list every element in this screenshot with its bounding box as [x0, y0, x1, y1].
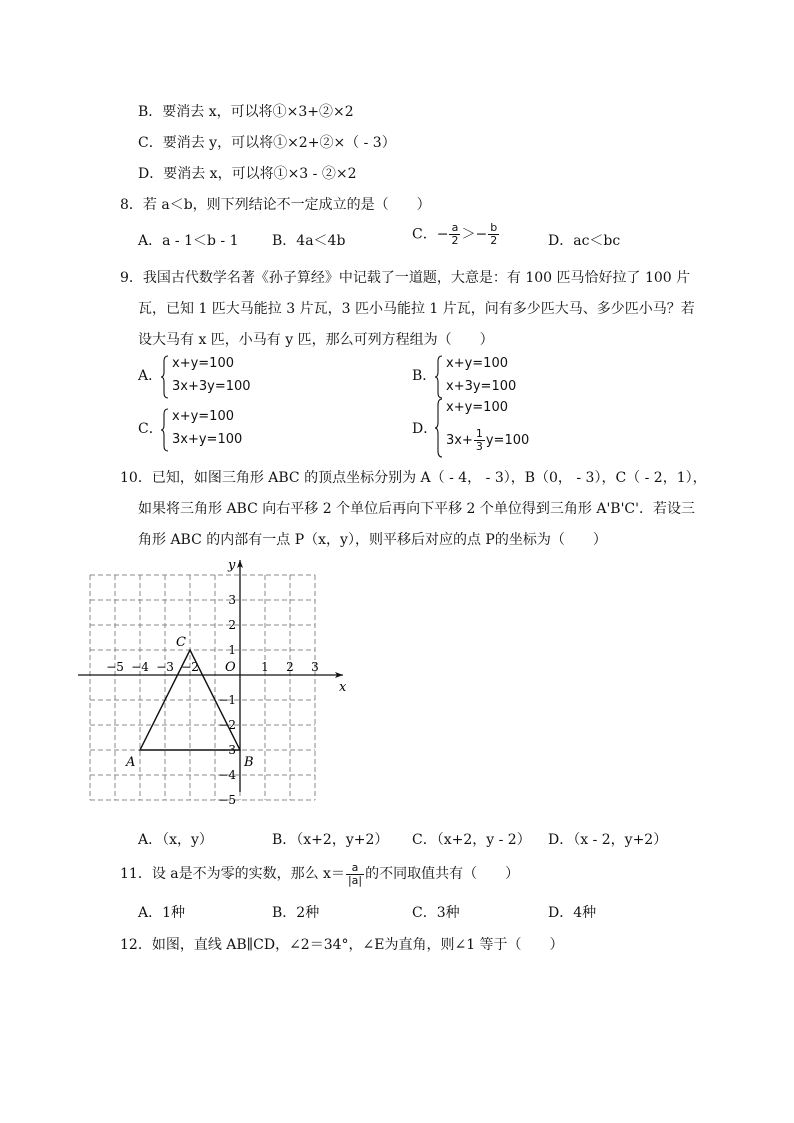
- y-tick-label: 1: [228, 643, 236, 657]
- q10-stem-line3: 角形 ABC 的内部有一点 P（x，y），则平移后对应的点 P的坐标为（ ）: [138, 532, 607, 548]
- q10-stem-line1: 10．已知，如图三角形 ABC 的顶点坐标分别为 A（ - 4， - 3），B（0， - 3），C（ - 2，1），: [120, 470, 707, 486]
- q9-b-eq1: x+y=100: [446, 356, 508, 371]
- q8-option-c-label: C．: [412, 226, 437, 243]
- q7-option-c: C．要消去 y，可以将①×2+②×（ - 3）: [138, 135, 396, 151]
- y-tick-label: −3: [218, 743, 236, 757]
- q9-option-d-label: D．: [412, 421, 438, 437]
- q9-c-eq2: 3x+y=100: [172, 432, 243, 447]
- left-brace-icon: [160, 408, 170, 452]
- q12-stem: 12．如图，直线 AB∥CD，∠2＝34°，∠E为直角，则∠1 等于（ ）: [120, 937, 564, 953]
- q9-option-b-label: B．: [412, 368, 437, 384]
- q10-option-a: A．（x，y）: [138, 832, 213, 848]
- left-brace-icon: [434, 398, 444, 458]
- x-axis-label: x: [339, 680, 347, 695]
- x-tick-label: 1: [261, 660, 269, 674]
- q10-option-d: D．（x - 2，y+2）: [548, 832, 668, 848]
- y-tick-label: −4: [218, 768, 236, 782]
- q9-option-c-label: C．: [138, 421, 163, 437]
- q9-stem-line1: 9．我国古代数学名著《孙子算经》中记载了一道题，大意是：有 100 匹马恰好拉了 100 片: [120, 270, 691, 286]
- y-tick-label: 2: [228, 618, 236, 632]
- q9-option-c-system: [160, 408, 280, 452]
- y-tick-label: −2: [218, 718, 236, 732]
- q9-d-eq2: 3x+ $\frac{1}{3}$ y=100: [446, 427, 530, 453]
- y-tick-label: −5: [218, 793, 236, 807]
- x-tick-label: 2: [286, 660, 294, 674]
- q9-b-eq2: x+3y=100: [446, 379, 517, 394]
- q11-option-c: C．3种: [412, 905, 460, 921]
- x-tick-label: 3: [311, 660, 319, 674]
- axes: [78, 560, 343, 792]
- q10-option-b: B．（x+2，y+2）: [272, 832, 389, 848]
- q9-stem-line2: 瓦，已知 1 匹大马能拉 3 片瓦，3 匹小马能拉 1 片瓦，问有多少匹大马、多少匹小马？若: [138, 301, 695, 317]
- q7-option-b: B．要消去 x，可以将①×3+②×2: [138, 104, 354, 120]
- x-tick-label: −5: [106, 660, 124, 674]
- q9-c-eq1: x+y=100: [172, 409, 234, 424]
- y-tick-label: 3: [228, 593, 236, 607]
- q9-d-frac-one-third: $\frac{1}{3}$: [475, 427, 483, 453]
- q8-frac-a-over-2: $\frac{a}{2}$: [451, 221, 459, 247]
- x-tick-label: −4: [131, 660, 149, 674]
- left-brace-icon: [160, 355, 170, 399]
- origin-label: O: [225, 660, 236, 675]
- q11-option-a: A．1种: [138, 905, 186, 921]
- q9-stem-line3: 设大马有 x 匹，小马有 y 匹，那么可列方程组为（ ）: [138, 332, 494, 348]
- q8-option-b: B．4a＜4b: [272, 233, 346, 249]
- q11-option-b: B．2种: [272, 905, 320, 921]
- q11-frac-a-over-abs-a: $\frac{a}{|a|}$: [347, 860, 363, 887]
- vertex-label-b: B: [244, 755, 254, 770]
- tick-labels: [106, 558, 347, 807]
- q8-option-d: D．ac＜bc: [548, 233, 621, 249]
- coordinate-grid-figure: [106, 555, 410, 820]
- q10-stem-line2: 如果将三角形 ABC 向右平移 2 个单位后再向下平移 2 个单位得到三角形 A'B'C'．若设三: [138, 501, 695, 517]
- q8-stem: 8．若 a＜b，则下列结论不一定成立的是（ ）: [120, 197, 431, 213]
- y-axis-label: y: [228, 558, 236, 573]
- y-tick-label: −1: [218, 693, 236, 707]
- vertex-label-a: A: [126, 755, 136, 770]
- q10-option-c: C．（x+2，y - 2）: [412, 832, 531, 848]
- x-tick-label: −2: [181, 660, 199, 674]
- q9-a-eq2: 3x+3y=100: [172, 379, 251, 394]
- q8-option-c: C．− $\frac{a}{2}$ ＞− $\frac{b}{2}$: [412, 221, 498, 247]
- q11-stem: 11．设 a是不为零的实数，那么 x＝ $\frac{a}{|a|}$ 的不同取值共有（ ）: [120, 860, 520, 887]
- q9-option-a-system: [160, 355, 280, 399]
- q7-option-d: D．要消去 x，可以将①×3 - ②×2: [138, 166, 357, 182]
- left-brace-icon: [434, 355, 444, 399]
- q8-frac-b-over-2: $\frac{b}{2}$: [490, 221, 498, 247]
- q9-a-eq1: x+y=100: [172, 356, 234, 371]
- grid-lines: [90, 575, 315, 800]
- q9-option-a-label: A．: [138, 368, 163, 384]
- q8-option-a: A．a - 1＜b - 1: [138, 233, 239, 249]
- q9-d-eq1: x+y=100: [446, 400, 508, 415]
- q9-option-b-system: [434, 355, 554, 399]
- q9-option-d-system: [434, 398, 574, 458]
- q11-option-d: D．4种: [548, 905, 597, 921]
- x-tick-label: −3: [156, 660, 174, 674]
- vertex-label-c: C: [176, 635, 186, 650]
